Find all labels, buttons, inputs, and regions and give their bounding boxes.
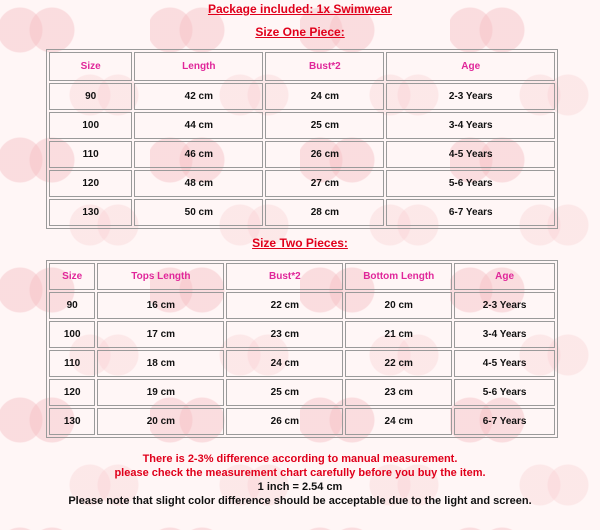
bust-cell: 24 cm	[226, 350, 343, 377]
package-title: Package included: 1x Swimwear	[207, 2, 393, 16]
age-cell: 5-6 Years	[454, 379, 555, 406]
note-check-chart: please check the measurement chart carefully before you buy the item.	[114, 467, 486, 479]
bust-cell: 27 cm	[265, 170, 384, 197]
size-cell: 100	[49, 321, 95, 348]
column-header: Length	[134, 52, 263, 81]
bust-cell: 25 cm	[265, 112, 384, 139]
table-row	[49, 408, 555, 435]
age-cell: 2-3 Years	[454, 292, 555, 319]
age-cell: 6-7 Years	[454, 408, 555, 435]
table-row	[49, 170, 555, 197]
age-cell: 3-4 Years	[386, 112, 555, 139]
size-cell: 120	[49, 379, 95, 406]
table-row	[49, 292, 555, 319]
length-cell: 44 cm	[134, 112, 263, 139]
note-color-difference: Please note that slight color difference should be acceptable due to the light and screen.	[68, 495, 532, 507]
size-cell: 110	[49, 141, 132, 168]
size-cell: 90	[49, 292, 95, 319]
bottom-length-cell: 24 cm	[345, 408, 452, 435]
table-row	[49, 83, 555, 110]
table-row	[49, 112, 555, 139]
column-header: Bust*2	[265, 52, 384, 81]
bust-cell: 26 cm	[265, 141, 384, 168]
column-header: Bust*2	[226, 263, 343, 290]
size-cell: 130	[49, 199, 132, 226]
measurement-notes	[0, 452, 600, 508]
length-cell: 48 cm	[134, 170, 263, 197]
column-header: Age	[454, 263, 555, 290]
tops-length-cell: 17 cm	[97, 321, 224, 348]
table-header-row	[49, 52, 555, 81]
length-cell: 42 cm	[134, 83, 263, 110]
note-inch-conversion: 1 inch = 2.54 cm	[257, 481, 343, 493]
one-piece-table	[46, 49, 558, 229]
bottom-length-cell: 21 cm	[345, 321, 452, 348]
one-piece-title: Size One Piece:	[255, 25, 345, 39]
column-header: Size	[49, 52, 132, 81]
table-row	[49, 379, 555, 406]
bottom-length-cell: 23 cm	[345, 379, 452, 406]
length-cell: 46 cm	[134, 141, 263, 168]
bust-cell: 26 cm	[226, 408, 343, 435]
age-cell: 5-6 Years	[386, 170, 555, 197]
column-header: Size	[49, 263, 95, 290]
table-row	[49, 321, 555, 348]
age-cell: 4-5 Years	[454, 350, 555, 377]
tops-length-cell: 18 cm	[97, 350, 224, 377]
age-cell: 6-7 Years	[386, 199, 555, 226]
size-cell: 130	[49, 408, 95, 435]
table-header-row	[49, 263, 555, 290]
size-cell: 100	[49, 112, 132, 139]
age-cell: 4-5 Years	[386, 141, 555, 168]
size-cell: 120	[49, 170, 132, 197]
bust-cell: 22 cm	[226, 292, 343, 319]
tops-length-cell: 16 cm	[97, 292, 224, 319]
tops-length-cell: 20 cm	[97, 408, 224, 435]
length-cell: 50 cm	[134, 199, 263, 226]
tops-length-cell: 19 cm	[97, 379, 224, 406]
size-cell: 110	[49, 350, 95, 377]
bust-cell: 23 cm	[226, 321, 343, 348]
two-pieces-title: Size Two Pieces:	[252, 236, 348, 250]
bottom-length-cell: 20 cm	[345, 292, 452, 319]
table-row	[49, 350, 555, 377]
bust-cell: 28 cm	[265, 199, 384, 226]
column-header: Tops Length	[97, 263, 224, 290]
age-cell: 2-3 Years	[386, 83, 555, 110]
age-cell: 3-4 Years	[454, 321, 555, 348]
column-header: Bottom Length	[345, 263, 452, 290]
table-row	[49, 141, 555, 168]
bottom-length-cell: 22 cm	[345, 350, 452, 377]
bust-cell: 25 cm	[226, 379, 343, 406]
bust-cell: 24 cm	[265, 83, 384, 110]
note-difference: There is 2-3% difference according to manual measurement.	[142, 453, 458, 465]
column-header: Age	[386, 52, 555, 81]
table-row	[49, 199, 555, 226]
size-cell: 90	[49, 83, 132, 110]
two-pieces-table	[46, 260, 558, 438]
